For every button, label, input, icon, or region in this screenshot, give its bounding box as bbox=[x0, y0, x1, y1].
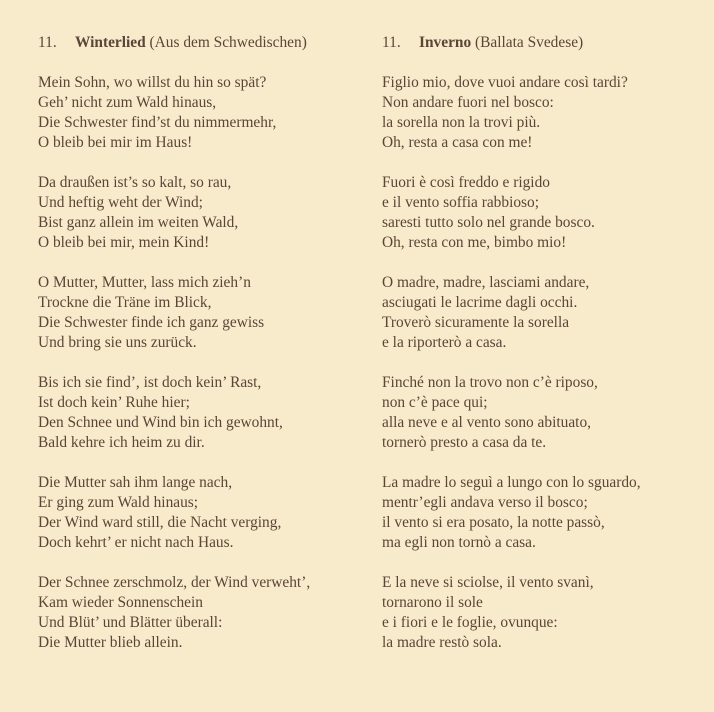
verse-line: Fuori è così freddo e rigido bbox=[382, 174, 550, 191]
song-number: 11. bbox=[38, 34, 57, 51]
verse-line: mentr’egli andava verso il bosco; bbox=[382, 494, 588, 511]
verse-line: La madre lo seguì a lungo con lo sguardo, bbox=[382, 474, 641, 491]
song-number: 11. bbox=[382, 34, 401, 51]
song-subtitle: (Ballata Svedese) bbox=[475, 34, 584, 51]
verse-line: Trockne die Träne im Blick, bbox=[38, 294, 212, 311]
song-title: Winterlied bbox=[75, 34, 146, 51]
song-title: Inverno bbox=[419, 34, 472, 51]
stanza bbox=[382, 373, 702, 453]
verse-line: tornerò presto a casa da te. bbox=[382, 434, 547, 451]
verse-line: alla neve e al vento sono abituato, bbox=[382, 414, 591, 431]
verse-line: il vento si era posato, la notte passò, bbox=[382, 514, 605, 531]
stanza bbox=[38, 273, 358, 353]
verse-line: Kam wieder Sonnenschein bbox=[38, 594, 203, 611]
verse-line: Der Wind ward still, die Nacht verging, bbox=[38, 514, 282, 531]
verse-line: Mein Sohn, wo willst du hin so spät? bbox=[38, 74, 267, 91]
verse-line: e i fiori e le foglie, ovunque: bbox=[382, 614, 558, 631]
verse-line: Die Schwester finde ich ganz gewiss bbox=[38, 314, 265, 331]
verse-line: Troverò sicuramente la sorella bbox=[382, 314, 570, 331]
stanza bbox=[38, 173, 358, 253]
italian-column bbox=[382, 33, 702, 673]
stanza bbox=[38, 573, 358, 653]
stanza bbox=[382, 473, 702, 553]
verse-line: E la neve si sciolse, il vento svanì, bbox=[382, 574, 594, 591]
verse-line: Und heftig weht der Wind; bbox=[38, 194, 203, 211]
verse-line: Oh, resta con me, bimbo mio! bbox=[382, 234, 567, 251]
stanza bbox=[38, 73, 358, 153]
verse-line: Geh’ nicht zum Wald hinaus, bbox=[38, 94, 217, 111]
stanza bbox=[382, 173, 702, 253]
verse-line: Der Schnee zerschmolz, der Wind verweht’, bbox=[38, 574, 311, 591]
verse-line: saresti tutto solo nel grande bosco. bbox=[382, 214, 595, 231]
verse-line: non c’è pace qui; bbox=[382, 394, 488, 411]
german-column bbox=[38, 33, 358, 673]
stanza bbox=[382, 573, 702, 653]
verse-line: la sorella non la trovi più. bbox=[382, 114, 541, 131]
verse-line: Finché non la trovo non c’è riposo, bbox=[382, 374, 598, 391]
verse-line: Da draußen ist’s so kalt, so rau, bbox=[38, 174, 232, 191]
verse-line: Und Blüt’ und Blätter überall: bbox=[38, 614, 223, 631]
verse-line: O bleib bei mir im Haus! bbox=[38, 134, 193, 151]
verse-line: ma egli non tornò a casa. bbox=[382, 534, 536, 551]
verse-line: Den Schnee und Wind bin ich gewohnt, bbox=[38, 414, 283, 431]
verse-line: O bleib bei mir, mein Kind! bbox=[38, 234, 210, 251]
verse-line: Bald kehre ich heim zu dir. bbox=[38, 434, 205, 451]
stanza bbox=[38, 473, 358, 553]
verse-line: e la riporterò a casa. bbox=[382, 334, 507, 351]
german-heading bbox=[38, 33, 358, 53]
stanza bbox=[38, 373, 358, 453]
stanza bbox=[382, 73, 702, 153]
verse-line: la madre restò sola. bbox=[382, 634, 502, 651]
verse-line: tornarono il sole bbox=[382, 594, 483, 611]
song-subtitle: (Aus dem Schwedischen) bbox=[149, 34, 307, 51]
verse-line: Oh, resta a casa con me! bbox=[382, 134, 533, 151]
verse-line: Die Mutter blieb allein. bbox=[38, 634, 183, 651]
verse-line: e il vento soffia rabbioso; bbox=[382, 194, 540, 211]
verse-line: asciugati le lacrime dagli occhi. bbox=[382, 294, 578, 311]
verse-line: Bis ich sie find’, ist doch kein’ Rast, bbox=[38, 374, 262, 391]
verse-line: Doch kehrt’ er nicht nach Haus. bbox=[38, 534, 234, 551]
verse-line: Ist doch kein’ Ruhe hier; bbox=[38, 394, 190, 411]
verse-line: Die Schwester find’st du nimmermehr, bbox=[38, 114, 277, 131]
verse-line: Die Mutter sah ihm lange nach, bbox=[38, 474, 233, 491]
italian-heading bbox=[382, 33, 702, 53]
verse-line: Und bring sie uns zurück. bbox=[38, 334, 197, 351]
verse-line: Bist ganz allein im weiten Wald, bbox=[38, 214, 239, 231]
verse-line: O madre, madre, lasciami andare, bbox=[382, 274, 590, 291]
verse-line: Er ging zum Wald hinaus; bbox=[38, 494, 199, 511]
stanza bbox=[382, 273, 702, 353]
verse-line: Non andare fuori nel bosco: bbox=[382, 94, 554, 111]
verse-line: Figlio mio, dove vuoi andare così tardi? bbox=[382, 74, 628, 91]
verse-line: O Mutter, Mutter, lass mich zieh’n bbox=[38, 274, 251, 291]
